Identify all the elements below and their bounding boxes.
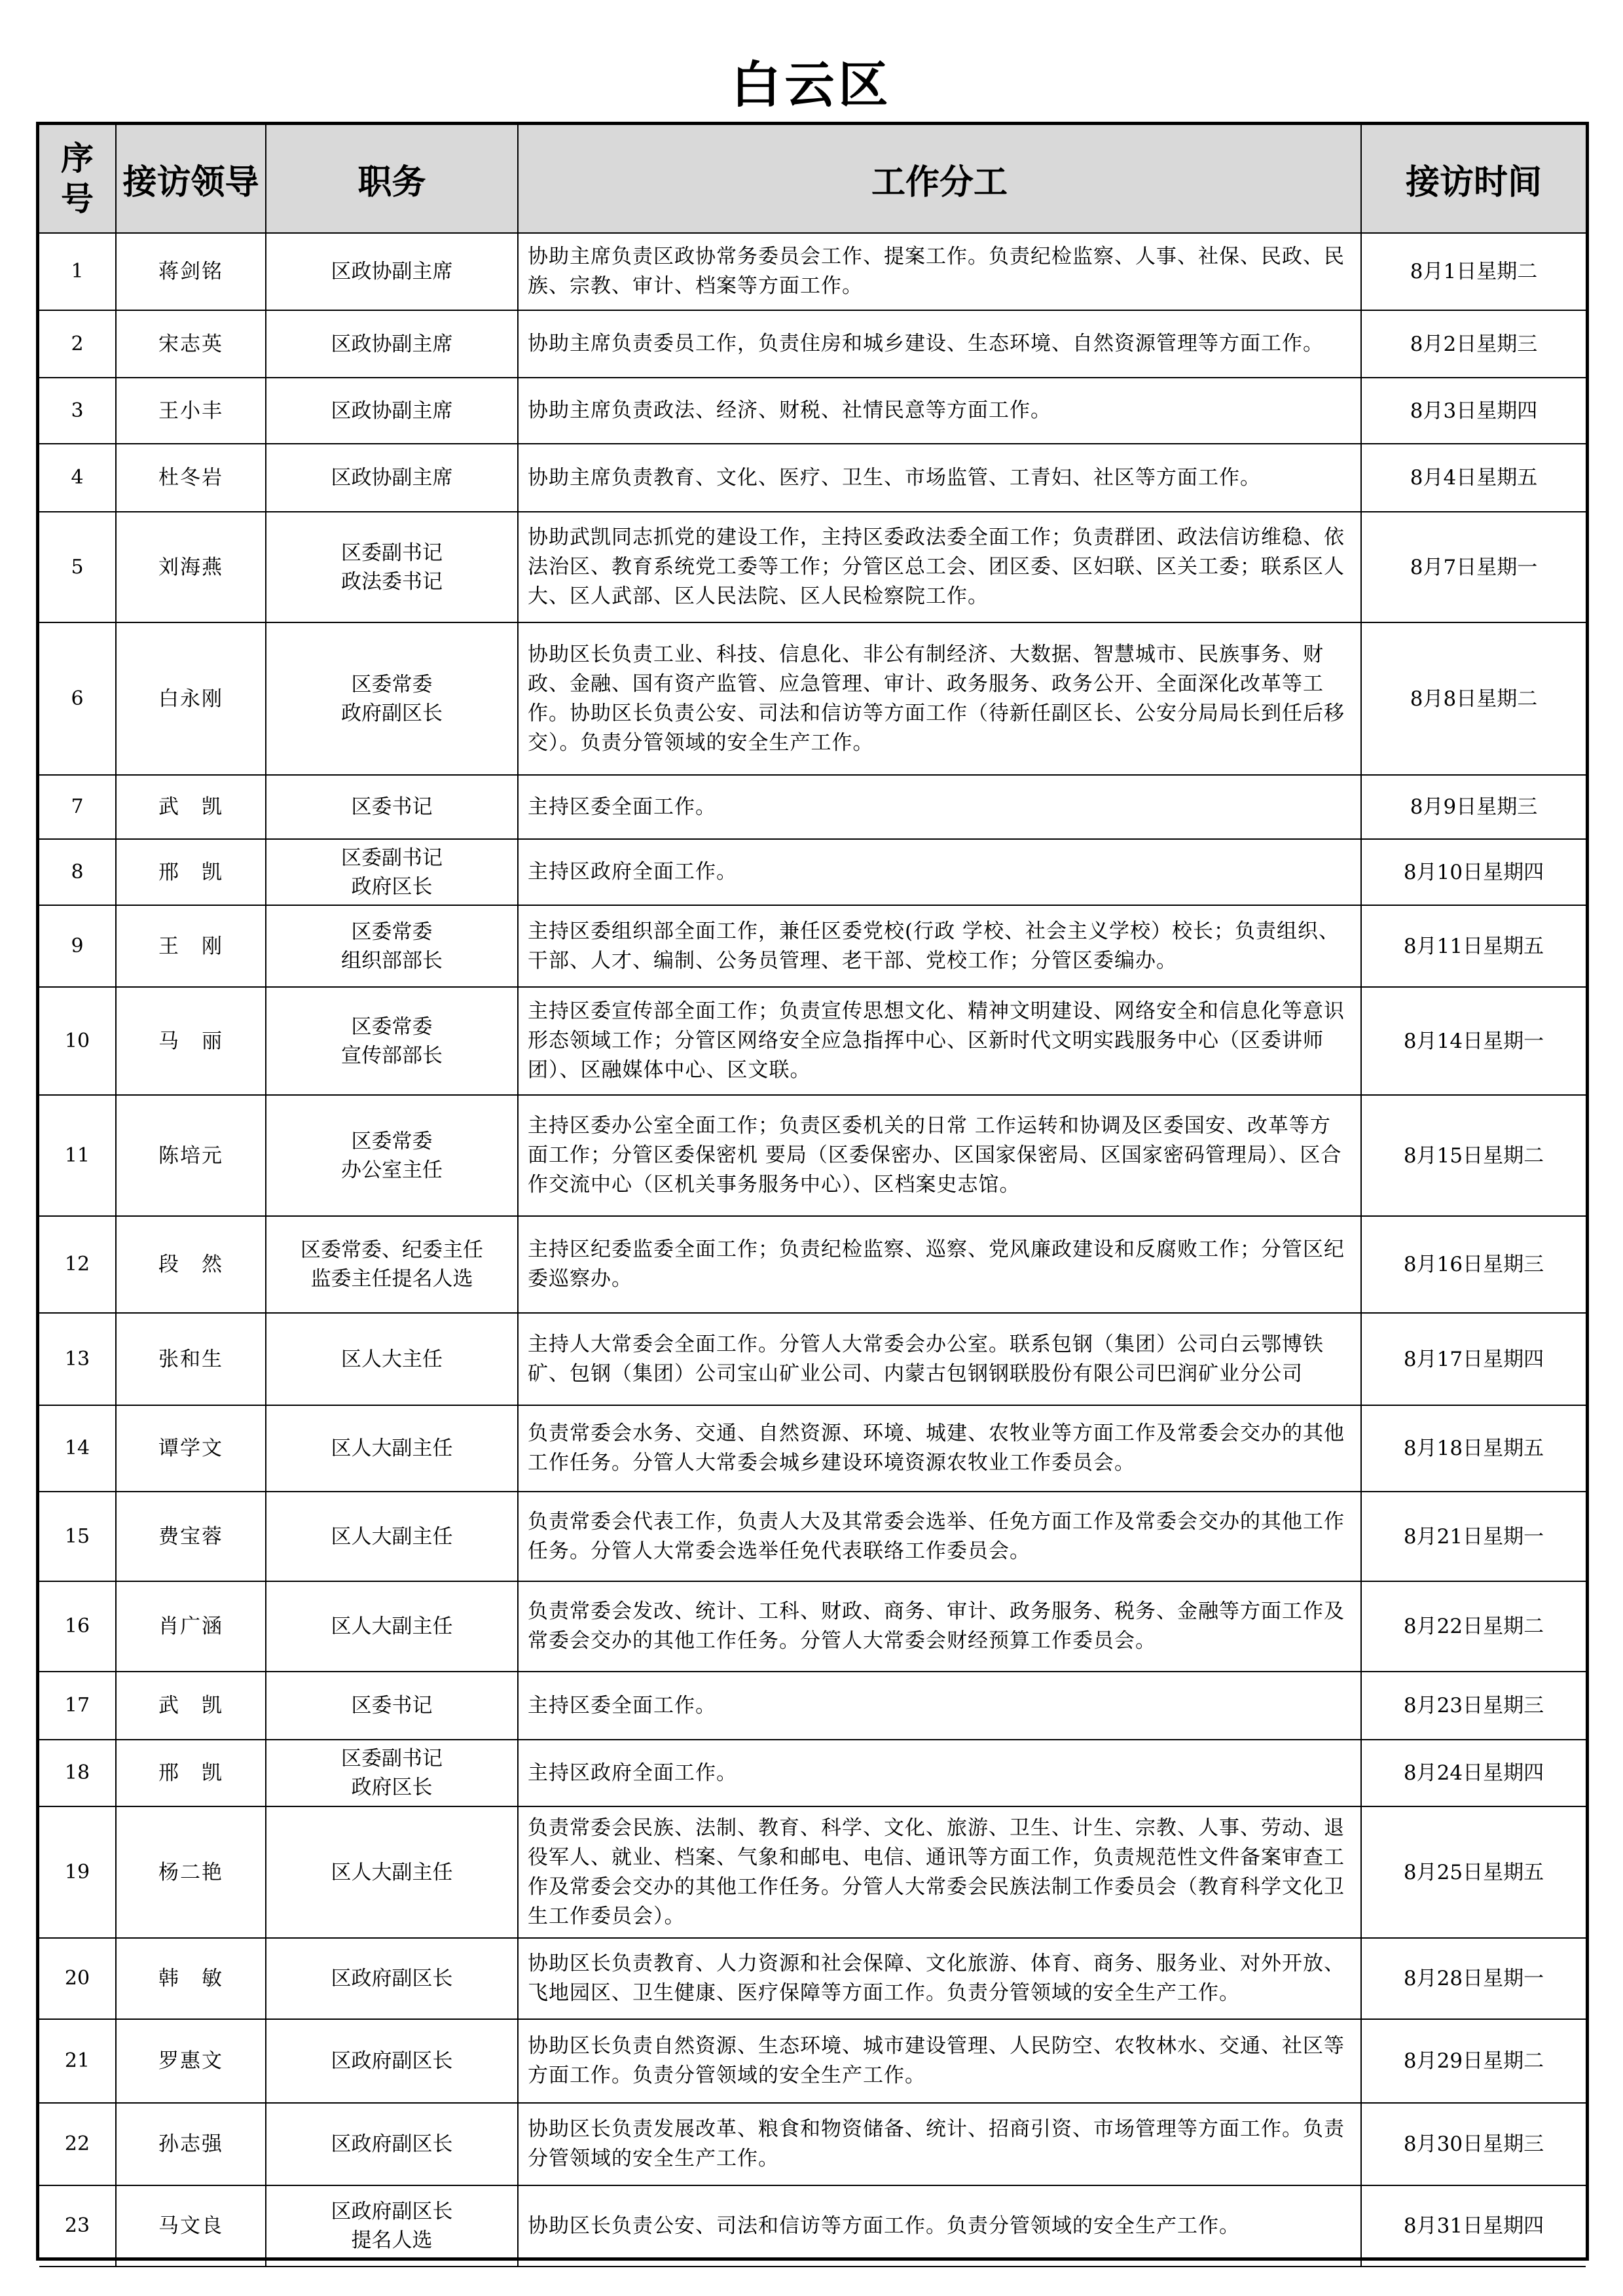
- visit-time: 8月18日星期五: [1361, 1405, 1586, 1492]
- header-duty: 工作分工: [518, 125, 1361, 233]
- duty-description: 协助主席负责教育、文化、医疗、卫生、市场监管、工青妇、社区等方面工作。: [518, 444, 1361, 512]
- row-number: 20: [39, 1938, 116, 2019]
- visit-time: 8月22日星期二: [1361, 1581, 1586, 1672]
- header-position: 职务: [266, 125, 518, 233]
- position-line: 区委副书记: [341, 541, 443, 565]
- table-row: [39, 1095, 1586, 1216]
- position-line: 区委副书记: [341, 846, 443, 870]
- leader-name: 张和生: [116, 1313, 266, 1405]
- position-cell: [266, 622, 518, 775]
- table-row: [39, 1740, 1586, 1806]
- duty-description: 负责常委会民族、法制、教育、科学、文化、旅游、卫生、计生、宗教、人事、劳动、退役军人、就业、档案、气象和邮电、电信、通讯等方面工作，负责规范性文件备案审查工作及常委会交办的其他工作任务。分管人大常委会民族法制工作委员会（教育科学文化卫生工作委员会）。: [518, 1806, 1361, 1938]
- duty-description: 协助区长负责教育、人力资源和社会保障、文化旅游、体育、商务、服务业、对外开放、飞地园区、卫生健康、医疗保障等方面工作。负责分管领域的安全生产工作。: [518, 1938, 1361, 2019]
- table-row: [39, 310, 1586, 378]
- position-cell: [266, 2185, 518, 2267]
- table-row: [39, 2019, 1586, 2103]
- table-row: [39, 987, 1586, 1095]
- row-number: 12: [39, 1216, 116, 1313]
- leader-name: 武 凯: [116, 775, 266, 839]
- leader-name: 邢 凯: [116, 1740, 266, 1806]
- leader-name: 马文良: [116, 2185, 266, 2267]
- position-cell: [266, 987, 518, 1095]
- duty-description: 协助武凯同志抓党的建设工作，主持区委政法委全面工作；负责群团、政法信访维稳、依法治区、教育系统党工委等工作；分管区总工会、团区委、区妇联、区关工委；联系区人大、区人武部、区人民法院、区人民检察院工作。: [518, 512, 1361, 622]
- visit-time: 8月15日星期二: [1361, 1095, 1586, 1216]
- position-cell: [266, 1806, 518, 1938]
- duty-description: 协助区长负责公安、司法和信访等方面工作。负责分管领域的安全生产工作。: [518, 2185, 1361, 2267]
- position-cell: [266, 905, 518, 987]
- position-cell: [266, 2019, 518, 2103]
- position-line: 区委书记: [351, 795, 433, 819]
- row-number: 2: [39, 310, 116, 378]
- row-number: 14: [39, 1405, 116, 1492]
- table-row: [39, 378, 1586, 444]
- position-line: 区人大主任: [341, 1347, 443, 1371]
- table-row: [39, 233, 1586, 310]
- duty-description: 主持人大常委会全面工作。分管人大常委会办公室。联系包钢（集团）公司白云鄂博铁矿、包钢（集团）公司宝山矿业公司、内蒙古包钢钢联股份有限公司巴润矿业分公司: [518, 1313, 1361, 1405]
- position-cell: [266, 1313, 518, 1405]
- duty-description: 协助主席负责委员工作，负责住房和城乡建设、生态环境、自然资源管理等方面工作。: [518, 310, 1361, 378]
- schedule-table-frame: [36, 122, 1589, 2261]
- table-row: [39, 1405, 1586, 1492]
- visit-time: 8月24日星期四: [1361, 1740, 1586, 1806]
- table-row: [39, 905, 1586, 987]
- visit-time: 8月31日星期四: [1361, 2185, 1586, 2267]
- position-line: 区委常委: [351, 1129, 433, 1153]
- duty-description: 协助区长负责工业、科技、信息化、非公有制经济、大数据、智慧城市、民族事务、财政、金融、国有资产监管、应急管理、审计、政务服务、政务公开、全面深化改革等工作。协助区长负责公安、司法和信访等方面工作（待新任副区长、公安分局局长到任后移交）。负责分管领域的安全生产工作。: [518, 622, 1361, 775]
- table-row: [39, 1672, 1586, 1740]
- visit-time: 8月17日星期四: [1361, 1313, 1586, 1405]
- visit-time: 8月7日星期一: [1361, 512, 1586, 622]
- position-line: 区人大副主任: [331, 1524, 453, 1549]
- position-cell: [266, 233, 518, 310]
- row-number: 18: [39, 1740, 116, 1806]
- duty-description: 主持区委组织部全面工作，兼任区委党校(行政 学校、社会主义学校）校长；负责组织、干部、人才、编制、公务员管理、老干部、党校工作；分管区委编办。: [518, 905, 1361, 987]
- duty-description: 主持区委宣传部全面工作；负责宣传思想文化、精神文明建设、网络安全和信息化等意识形态领域工作；分管区网络安全应急指挥中心、区新时代文明实践服务中心（区委讲师 团）、区融媒体中心、区文联。: [518, 987, 1361, 1095]
- position-cell: [266, 1216, 518, 1313]
- position-line: 区委常委: [351, 1014, 433, 1039]
- visit-time: 8月30日星期三: [1361, 2103, 1586, 2185]
- position-line: 区委常委、纪委主任: [301, 1238, 483, 1262]
- visit-time: 8月11日星期五: [1361, 905, 1586, 987]
- table-row: [39, 1581, 1586, 1672]
- position-line: 区政府副区长: [331, 2049, 453, 2073]
- leader-name: 刘海燕: [116, 512, 266, 622]
- header-leader: 接访领导: [116, 125, 266, 233]
- position-line: 区人大副主任: [331, 1615, 453, 1638]
- position-cell: [266, 1581, 518, 1672]
- leader-name: 段 然: [116, 1216, 266, 1313]
- position-line: 组织部部长: [341, 948, 443, 973]
- duty-description: 协助主席负责政法、经济、财税、社情民意等方面工作。: [518, 378, 1361, 444]
- row-number: 10: [39, 987, 116, 1095]
- position-line: 区政协副主席: [331, 399, 453, 423]
- position-line: 政府区长: [351, 1776, 433, 1799]
- row-number: 9: [39, 905, 116, 987]
- visit-time: 8月3日星期四: [1361, 378, 1586, 444]
- leader-name: 肖广涵: [116, 1581, 266, 1672]
- row-number: 23: [39, 2185, 116, 2267]
- row-number: 4: [39, 444, 116, 512]
- row-number: 8: [39, 839, 116, 905]
- leader-name: 韩 敏: [116, 1938, 266, 2019]
- table-row: [39, 1806, 1586, 1938]
- duty-description: 主持区纪委监委全面工作；负责纪检监察、巡察、党风廉政建设和反腐败工作；分管区纪委巡察办。: [518, 1216, 1361, 1313]
- position-cell: [266, 1405, 518, 1492]
- duty-description: 协助主席负责区政协常务委员会工作、提案工作。负责纪检监察、人事、社保、民政、民族、宗教、审计、档案等方面工作。: [518, 233, 1361, 310]
- position-line: 区委书记: [351, 1694, 433, 1717]
- position-line: 办公室主任: [341, 1158, 443, 1182]
- page-title: 白云区: [731, 56, 892, 114]
- visit-time: 8月25日星期五: [1361, 1806, 1586, 1938]
- row-number: 3: [39, 378, 116, 444]
- position-cell: [266, 512, 518, 622]
- duty-description: 主持区委全面工作。: [518, 775, 1361, 839]
- duty-description: 主持区政府全面工作。: [518, 839, 1361, 905]
- row-number: 13: [39, 1313, 116, 1405]
- table-row: [39, 839, 1586, 905]
- table-row: [39, 622, 1586, 775]
- table-row: [39, 1938, 1586, 2019]
- leader-name: 王 刚: [116, 905, 266, 987]
- table-row: [39, 1313, 1586, 1405]
- position-line: 政法委书记: [341, 569, 443, 594]
- position-cell: [266, 444, 518, 512]
- table-row: [39, 775, 1586, 839]
- position-line: 区政府副区长: [331, 1967, 453, 1990]
- leader-name: 宋志英: [116, 310, 266, 378]
- position-line: 区政府副区长: [331, 2200, 453, 2223]
- visit-time: 8月21日星期一: [1361, 1492, 1586, 1581]
- position-cell: [266, 378, 518, 444]
- position-line: 区人大副主任: [331, 1437, 453, 1460]
- position-line: 区委常委: [351, 672, 433, 696]
- row-number: 5: [39, 512, 116, 622]
- position-line: 区政协副主席: [331, 332, 453, 356]
- position-line: 区委常委: [351, 920, 433, 944]
- duty-description: 负责常委会水务、交通、自然资源、环境、城建、农牧业等方面工作及常委会交办的其他工作任务。分管人大常委会城乡建设环境资源农牧业工作委员会。: [518, 1405, 1361, 1492]
- leader-name: 陈培元: [116, 1095, 266, 1216]
- row-number: 16: [39, 1581, 116, 1672]
- table-row: [39, 1492, 1586, 1581]
- position-cell: [266, 775, 518, 839]
- leader-name: 蒋剑铭: [116, 233, 266, 310]
- leader-name: 王小丰: [116, 378, 266, 444]
- table-row: [39, 2103, 1586, 2185]
- position-cell: [266, 1492, 518, 1581]
- duty-description: 协助区长负责发展改革、粮食和物资储备、统计、招商引资、市场管理等方面工作。负责分管领域的安全生产工作。: [518, 2103, 1361, 2185]
- position-line: 政府副区长: [341, 701, 443, 725]
- duty-description: 主持区委全面工作。: [518, 1672, 1361, 1740]
- schedule-table: [39, 125, 1586, 2267]
- duty-description: 主持区政府全面工作。: [518, 1740, 1361, 1806]
- position-cell: [266, 839, 518, 905]
- duty-description: 协助区长负责自然资源、生态环境、城市建设管理、人民防空、农牧林水、交通、社区等方面工作。负责分管领域的安全生产工作。: [518, 2019, 1361, 2103]
- table-row: [39, 2185, 1586, 2267]
- visit-time: 8月9日星期三: [1361, 775, 1586, 839]
- position-cell: [266, 1740, 518, 1806]
- leader-name: 邢 凯: [116, 839, 266, 905]
- header-row: [39, 125, 1586, 233]
- leader-name: 杜冬岩: [116, 444, 266, 512]
- visit-time: 8月23日星期三: [1361, 1672, 1586, 1740]
- header-seq: 序 号: [39, 125, 116, 233]
- position-line: 提名人选: [351, 2229, 433, 2252]
- leader-name: 马 丽: [116, 987, 266, 1095]
- position-cell: [266, 1672, 518, 1740]
- leader-name: 孙志强: [116, 2103, 266, 2185]
- visit-time: 8月28日星期一: [1361, 1938, 1586, 2019]
- position-cell: [266, 2103, 518, 2185]
- row-number: 17: [39, 1672, 116, 1740]
- row-number: 15: [39, 1492, 116, 1581]
- visit-time: 8月8日星期二: [1361, 622, 1586, 775]
- visit-time: 8月10日星期四: [1361, 839, 1586, 905]
- visit-time: 8月1日星期二: [1361, 233, 1586, 310]
- visit-time: 8月4日星期五: [1361, 444, 1586, 512]
- position-cell: [266, 1938, 518, 2019]
- leader-name: 谭学文: [116, 1405, 266, 1492]
- visit-time: 8月14日星期一: [1361, 987, 1586, 1095]
- duty-description: 负责常委会代表工作，负责人大及其常委会选举、任免方面工作及常委会交办的其他工作任务。分管人大常委会选举任免代表联络工作委员会。: [518, 1492, 1361, 1581]
- position-line: 区人大副主任: [331, 1860, 453, 1884]
- table-row: [39, 444, 1586, 512]
- position-line: 区政府副区长: [331, 2132, 453, 2156]
- position-line: 区政协副主席: [331, 466, 453, 490]
- leader-name: 罗惠文: [116, 2019, 266, 2103]
- visit-time: 8月16日星期三: [1361, 1216, 1586, 1313]
- position-cell: [266, 310, 518, 378]
- position-line: 宣传部部长: [341, 1043, 443, 1067]
- header-time: 接访时间: [1361, 125, 1586, 233]
- position-line: 政府区长: [351, 874, 433, 899]
- row-number: 6: [39, 622, 116, 775]
- position-cell: [266, 1095, 518, 1216]
- leader-name: 武 凯: [116, 1672, 266, 1740]
- row-number: 22: [39, 2103, 116, 2185]
- table-row: [39, 1216, 1586, 1313]
- row-number: 19: [39, 1806, 116, 1938]
- leader-name: 白永刚: [116, 622, 266, 775]
- row-number: 7: [39, 775, 116, 839]
- visit-time: 8月2日星期三: [1361, 310, 1586, 378]
- position-line: 监委主任提名人选: [310, 1267, 473, 1291]
- duty-description: 主持区委办公室全面工作；负责区委机关的日常 工作运转和协调及区委国安、改革等方面工作；分管区委保密机 要局（区委保密办、区国家保密局、区国家密码管理局）、区合作交流中心（区机关事务服务中心）、区档案史志馆。: [518, 1095, 1361, 1216]
- leader-name: 杨二艳: [116, 1806, 266, 1938]
- position-line: 区委副书记: [341, 1747, 443, 1770]
- duty-description: 负责常委会发改、统计、工科、财政、商务、审计、政务服务、税务、金融等方面工作及常委会交办的其他工作任务。分管人大常委会财经预算工作委员会。: [518, 1581, 1361, 1672]
- leader-name: 费宝蓉: [116, 1492, 266, 1581]
- row-number: 11: [39, 1095, 116, 1216]
- visit-time: 8月29日星期二: [1361, 2019, 1586, 2103]
- table-row: [39, 512, 1586, 622]
- row-number: 21: [39, 2019, 116, 2103]
- position-line: 区政协副主席: [331, 260, 453, 283]
- row-number: 1: [39, 233, 116, 310]
